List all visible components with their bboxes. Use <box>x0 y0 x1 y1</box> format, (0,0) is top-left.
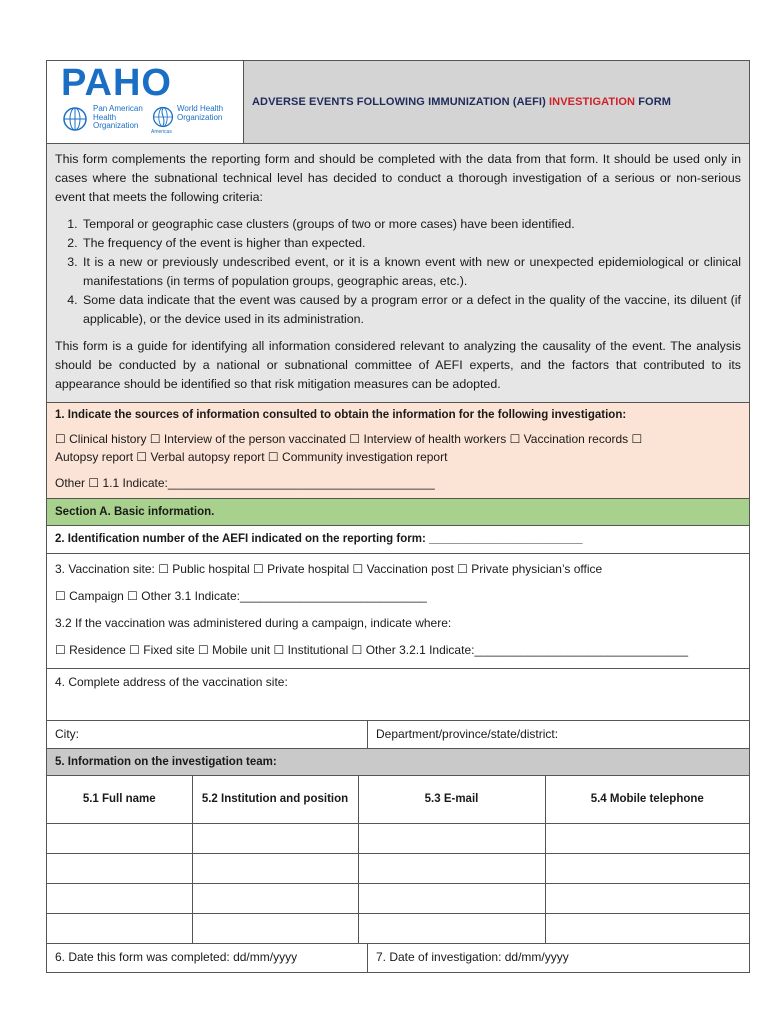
option-label: Campaign <box>69 589 124 603</box>
section-a-heading: Section A. Basic information. <box>47 499 749 526</box>
table-cell[interactable] <box>192 854 358 884</box>
checkbox-campaign[interactable]: ☐ <box>55 589 66 603</box>
option-label: Community investigation report <box>282 450 448 464</box>
option-label: Interview of health workers <box>363 432 507 446</box>
team-table-header <box>47 776 749 824</box>
sources-options <box>55 430 741 466</box>
table-cell[interactable] <box>47 854 192 884</box>
criteria-item: 2. The frequency of the event is higher than expected. <box>81 234 741 253</box>
table-cell[interactable] <box>545 824 749 854</box>
who-globe-emblem-icon <box>151 105 175 129</box>
intro-paragraph-1: This form complements the reporting form and should be completed with the data from that form. It should be used only in cases where the subnational technical level has decided to conduct a thorough investigation of a serious or non-serious event that meets the following criteria: <box>55 152 741 204</box>
team-table-wrapper <box>47 776 749 944</box>
campaign-line <box>55 583 741 610</box>
col-full-name: 5.1 Full name <box>47 776 192 824</box>
campaign-where-line <box>55 637 741 664</box>
checkbox-residence[interactable]: ☐ <box>55 643 66 657</box>
title-part-1: ADVERSE EVENTS FOLLOWING IMMUNIZATION (AEFI) <box>252 96 550 108</box>
table-cell[interactable] <box>47 824 192 854</box>
address-field[interactable]: 4. Complete address of the vaccination site: <box>47 669 749 721</box>
indicate-field[interactable]: 1.1 Indicate:________________________________________ <box>102 476 435 490</box>
option-label: Institutional <box>287 643 349 657</box>
title-part-3: FORM <box>635 96 672 108</box>
table-cell[interactable] <box>545 854 749 884</box>
checkbox-other-source[interactable]: ☐ <box>88 476 100 490</box>
table-row <box>47 824 749 854</box>
table-row <box>47 854 749 884</box>
checkbox-autopsy-report-box[interactable]: ☐ <box>631 432 643 446</box>
form-title <box>244 61 749 143</box>
intro-paragraph-2: This form is a guide for identifying all information considered relevant to analyzing the causality of the event. The analysis should be conducted by a national or subnational committee of AEFI experts, and the factors that contributed to its appearance should be identified so that risk mitigation measures can be adopted. <box>55 339 741 391</box>
option-label: Fixed site <box>143 643 195 657</box>
table-cell[interactable] <box>192 824 358 854</box>
site-label: 3. Vaccination site: <box>55 562 155 576</box>
sources-heading: 1. Indicate the sources of information consulted to obtain the information for the following investigation: <box>55 409 627 421</box>
who-org-name: World Health Organization <box>177 104 224 122</box>
city-field[interactable]: City: <box>47 721 368 748</box>
intro-section <box>47 144 749 403</box>
checkbox-mobile-unit[interactable]: ☐ <box>197 643 209 657</box>
table-row <box>47 884 749 914</box>
americas-tagline: Americas <box>151 129 172 135</box>
other-site-field[interactable]: Other 3.1 Indicate:____________________________ <box>141 589 427 603</box>
checkbox-clinical-history[interactable]: ☐ <box>55 432 66 446</box>
option-label: Public hospital <box>172 562 250 576</box>
option-label: Private hospital <box>267 562 350 576</box>
checkbox-other-where[interactable]: ☐ <box>351 643 363 657</box>
checkbox-interview-health-workers[interactable]: ☐ <box>349 432 361 446</box>
table-cell[interactable] <box>192 914 358 944</box>
table-cell[interactable] <box>192 884 358 914</box>
checkbox-public-hospital[interactable]: ☐ <box>158 562 169 576</box>
sources-section <box>47 403 749 499</box>
checkbox-vaccination-post[interactable]: ☐ <box>352 562 364 576</box>
option-label: Clinical history <box>69 432 147 446</box>
paho-logo <box>47 61 244 143</box>
option-label: Vaccination post <box>366 562 454 576</box>
aefi-investigation-form <box>46 60 750 973</box>
paho-globe-emblem-icon <box>61 105 89 133</box>
date-completed-field[interactable]: 6. Date this form was completed: dd/mm/yyyy <box>47 944 368 972</box>
date-investigation-field[interactable]: 7. Date of investigation: dd/mm/yyyy <box>376 950 569 964</box>
checkbox-fixed-site[interactable]: ☐ <box>129 643 140 657</box>
option-label: Verbal autopsy report <box>150 450 265 464</box>
campaign-where-label: 3.2 If the vaccination was administered during a campaign, indicate where: <box>55 616 452 630</box>
sources-other <box>55 474 741 492</box>
checkbox-vaccination-records[interactable]: ☐ <box>509 432 521 446</box>
table-cell[interactable] <box>358 824 545 854</box>
col-mobile: 5.4 Mobile telephone <box>545 776 749 824</box>
team-table <box>47 776 749 944</box>
table-cell[interactable] <box>47 884 192 914</box>
team-section-heading: 5. Information on the investigation team: <box>47 749 749 776</box>
city-row <box>47 721 749 749</box>
checkbox-other-site[interactable]: ☐ <box>127 589 138 603</box>
criteria-item: 3. It is a new or previously undescribed event, or it is a known event with new or unexpected epidemiological or clinical manifestations (in terms of population groups, geographic areas, etc.). <box>81 253 741 291</box>
paho-org-name: Pan American Health Organization <box>93 104 143 130</box>
checkbox-private-hospital[interactable]: ☐ <box>253 562 264 576</box>
criteria-list <box>55 215 741 329</box>
criteria-item: 4. Some data indicate that the event was caused by a program error or a defect in the quality of the vaccine, its diluent (if applicable), or the device used in its administration. <box>81 291 741 329</box>
option-label: Mobile unit <box>212 643 271 657</box>
vaccination-site-block <box>47 554 749 669</box>
title-investigation: INVESTIGATION <box>549 96 636 108</box>
department-field[interactable]: Department/province/state/district: <box>376 727 559 741</box>
table-cell[interactable] <box>358 914 545 944</box>
table-cell[interactable] <box>545 884 749 914</box>
criteria-item: 1. Temporal or geographic case clusters (groups of two or more cases) have been identified. <box>81 215 741 234</box>
vaccination-site-line <box>55 556 741 583</box>
option-label: Interview of the person vaccinated <box>163 432 347 446</box>
col-institution: 5.2 Institution and position <box>192 776 358 824</box>
checkbox-autopsy-report[interactable]: ☐ <box>136 450 148 464</box>
table-cell[interactable] <box>545 914 749 944</box>
option-label: Private physician’s office <box>471 562 603 576</box>
col-email: 5.3 E-mail <box>358 776 545 824</box>
checkbox-interview-vaccinated[interactable]: ☐ <box>149 432 161 446</box>
aefi-id-field[interactable]: 2. Identification number of the AEFI indicated on the reporting form: ________________________ <box>47 526 749 554</box>
option-label: Vaccination records <box>523 432 629 446</box>
checkbox-verbal-autopsy[interactable]: ☐ <box>267 450 279 464</box>
table-row <box>47 914 749 944</box>
option-label: Autopsy report <box>55 450 134 464</box>
table-cell[interactable] <box>47 914 192 944</box>
table-cell[interactable] <box>358 854 545 884</box>
paho-wordmark: PAHO <box>61 62 172 104</box>
checkbox-private-physician[interactable]: ☐ <box>457 562 468 576</box>
option-label: Residence <box>69 643 126 657</box>
dates-row <box>47 944 749 972</box>
other-where-field[interactable]: Other 3.2.1 Indicate:________________________________ <box>365 643 689 657</box>
table-cell[interactable] <box>358 884 545 914</box>
checkbox-institutional[interactable]: ☐ <box>273 643 285 657</box>
form-header <box>47 61 749 144</box>
other-label: Other <box>55 476 86 490</box>
